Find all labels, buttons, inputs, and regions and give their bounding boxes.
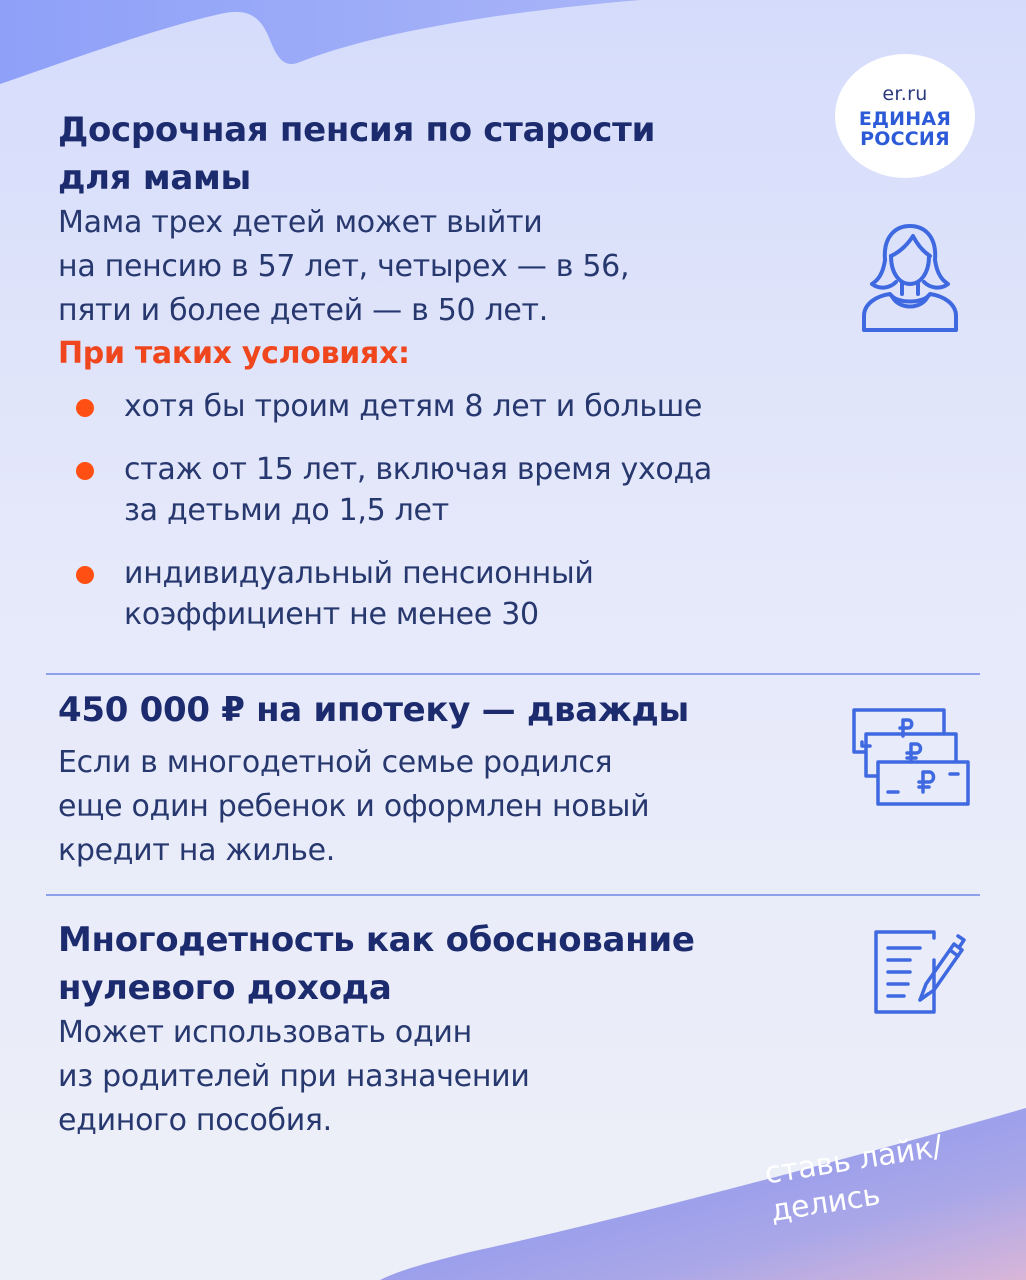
cta-line1: ставь лайк/ [762, 1128, 945, 1192]
condition-line: за детьми до 1,5 лет [124, 493, 449, 528]
condition-line: стаж от 15 лет, включая время ухода [124, 452, 712, 487]
section3-title-line1: Многодетность как обоснование [58, 920, 695, 960]
logo-name-line1: ЕДИНАЯ [858, 108, 952, 130]
party-logo[interactable] [835, 54, 975, 178]
logo-name-line2: РОССИЯ [860, 128, 950, 150]
section1-title-line1: Досрочная пенсия по старости [58, 110, 656, 150]
conditions-label: При таких условиях: [58, 336, 410, 371]
logo-url: er.ru [882, 83, 928, 105]
section-divider [46, 894, 980, 896]
section2-text-line1: Если в многодетной семье родился [58, 745, 613, 780]
section1-text-line3: пяти и более детей — в 50 лет. [58, 293, 548, 328]
section1-text-line1: Мама трех детей может выйти [58, 205, 543, 240]
bullet-dot-icon [76, 399, 94, 417]
ruble-banknotes-icon [850, 706, 972, 812]
section3-text-line2: из родителей при назначении [58, 1059, 530, 1094]
condition-text [124, 386, 702, 427]
document-pen-icon [872, 928, 968, 1016]
cta-line2: делись [768, 1177, 883, 1230]
bullet-dot-icon [76, 566, 94, 584]
section1-text-line2: на пенсию в 57 лет, четырех — в 56, [58, 249, 630, 284]
section3-text-line3: единого пособия. [58, 1103, 332, 1138]
section-divider [46, 673, 980, 675]
section3-text-line1: Может использовать один [58, 1015, 472, 1050]
condition-line: индивидуальный пенсионный [124, 556, 594, 591]
condition-text [124, 553, 594, 635]
section1-title-line2: для мамы [58, 158, 251, 198]
condition-item [76, 449, 856, 531]
condition-item [76, 553, 856, 635]
section2-text-line2: еще один ребенок и оформлен новый [58, 789, 650, 824]
conditions-list [76, 386, 856, 657]
condition-line: коэффициент не менее 30 [124, 597, 539, 632]
section2-title: 450 000 ₽ на ипотеку — дважды [58, 690, 689, 730]
section2-text-line3: кредит на жилье. [58, 833, 335, 868]
section3-title-line2: нулевого дохода [58, 968, 392, 1008]
condition-line: хотя бы троим детям 8 лет и больше [124, 389, 703, 424]
condition-item [76, 386, 856, 427]
bullet-dot-icon [76, 462, 94, 480]
condition-text [124, 449, 712, 531]
woman-icon [858, 220, 962, 332]
